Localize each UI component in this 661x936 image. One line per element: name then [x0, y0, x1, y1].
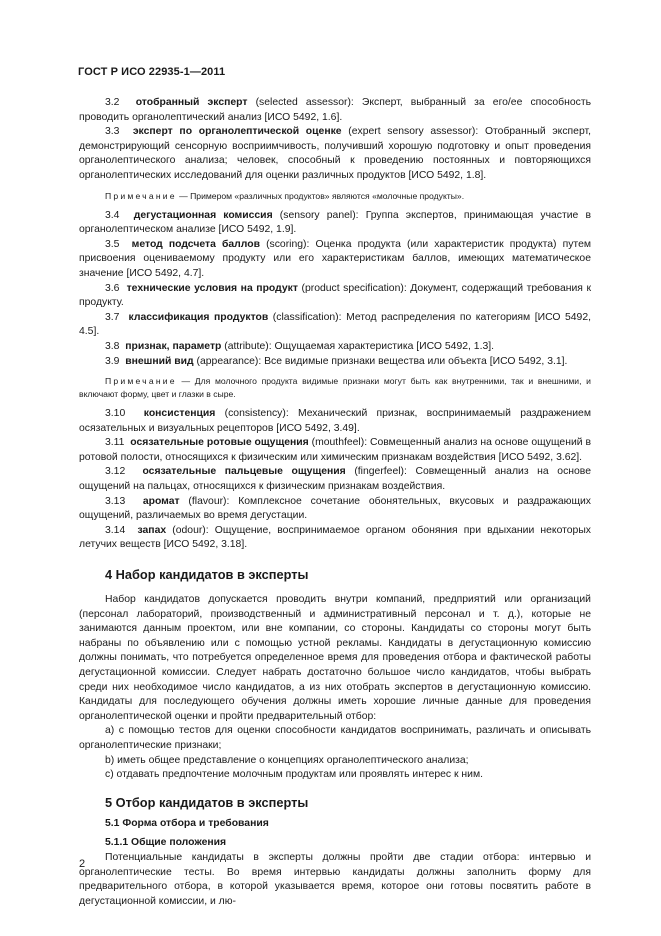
- term-3-11: 3.11 осязательные ротовые ощущения (mouthfeel): Совмещенный анализ на основе ощущений в ротовой полости, относящихся к физическим или химическим признакам воздействия [ИСО 5492, 3.62].: [79, 437, 591, 463]
- section-4-paragraph: Набор кандидатов допускается проводить внутри компаний, предприятий или организаций (персонал лабораторий, производственный и административный персонал и т. д.), которые не занимаются данным проектом, или вне компании, со стороны. Кандидаты со стороны могут быть набраны по объявлению или с помощью устной рекламы. Кандидаты в дегустационную комиссию должны понимать, что потребуется определенное время для проведения отбора и фактической работы дегустационной комиссии. Следует набрать достаточно большое число кандидатов, чтобы выбрать среди них необходимое число кандидатов, а из них отобрать экспертов в дегустационную комиссию. Кандидаты для последующего обучения должны иметь хорошие личные данные для проведения органолептической оценки и пройти предварительный отбор:: [79, 594, 591, 722]
- term-3-8: 3.8 признак, параметр (attribute): Ощущаемая характеристика [ИСО 5492, 1.3].: [105, 340, 495, 352]
- section-4-item-a: a) с помощью тестов для оценки способности кандидатов воспринимать, различать и описывать органолептические признаки;: [79, 725, 591, 751]
- section-4-item-b: b) иметь общее представление о концепциях органолептического анализа;: [105, 754, 469, 766]
- term-3-5: 3.5 метод подсчета баллов (scoring): Оценка продукта (или характеристик продукта) путем присвоения оцениваемому продукту или его характеристикам баллов, имеющих математическое значение [ИСО 5492, 4.7].: [79, 238, 591, 279]
- section-5-1-1-title: 5.1.1 Общие положения: [105, 837, 227, 849]
- section-4-title: 4 Набор кандидатов в эксперты: [105, 567, 309, 583]
- section-5-title: 5 Отбор кандидатов в эксперты: [105, 794, 309, 810]
- term-3-4: 3.4 дегустационная комиссия (sensory panel): Группа экспертов, принимающая участие в органолептическом анализе [ИСО 5492, 1.9].: [79, 209, 591, 236]
- term-3-6: 3.6 технические условия на продукт (product specification): Документ, содержащий требования к продукту.: [79, 282, 592, 309]
- document-header: ГОСТ Р ИСО 22935-1—2011: [78, 66, 226, 78]
- section-5-1-title: 5.1 Форма отбора и требования: [105, 817, 269, 829]
- term-3-12: 3.12 осязательные пальцевые ощущения (fingerfeel): Совмещенный анализ на основе ощущений на пальцах, относящихся к физическим признакам воздействия.: [79, 466, 591, 493]
- page-number: 2: [79, 858, 86, 870]
- term-3-10: 3.10 консистенция (consistency): Механический признак, воспринимаемый раздражением осязательных и визуальных рецепторов [ИСО 5492, 3.49].: [79, 408, 591, 434]
- note-1: Примечание — Примером «различных продуктов» являются «молочные продукты».: [105, 190, 465, 201]
- term-3-14: 3.14 запах (odour): Ощущение, воспринимаемое органом обоняния при вдыхании некоторых летучих веществ [ИСО 5492, 3.18].: [79, 524, 591, 551]
- term-3-9: 3.9 внешний вид (appearance): Все видимые признаки вещества или объекта [ИСО 5492, 3.1].: [105, 355, 568, 367]
- section-4-item-c: c) отдавать предпочтение молочным продуктам или проявлять интерес к ним.: [105, 769, 484, 781]
- term-3-13: 3.13 аромат (flavour): Комплексное сочетание обонятельных, вкусовых и раздражающих ощущений, различаемых во время дегустации.: [79, 495, 591, 522]
- term-3-2: 3.2 отобранный эксперт (selected assessor): Эксперт, выбранный за его/ее способность проводить органолептический анализ [ИСО 5492, 1.6].: [79, 97, 592, 123]
- term-3-7: 3.7 классификация продуктов (classification): Метод распределения по категориям [ИСО 5492, 4.5].: [79, 311, 591, 338]
- term-3-3: 3.3 эксперт по органолептической оценке (expert sensory assessor): Отобранный эксперт, демонстрирующий сенсорную восприимчивость, получивший хорошую подготовку и опыт проведения органолептического анализа; человек, способный к проведению постоянных и повторяющихся органолептических исследований для оценки различных продуктов [ИСО 5492, 1.8].: [79, 126, 591, 181]
- note-2: Примечание — Для молочного продукта видимые признаки могут быть как внутренними, так и внешними, и включают форму, цвет и глазки в сыре.: [79, 376, 591, 400]
- document-body: [79, 96, 591, 909]
- section-5-paragraph: Потенциальные кандидаты в эксперты должны пройти две стадии отбора: интервью и органолептические тесты. Во время интервью кандидаты должны заполнить форму для предварительного отбора, в которой указывается время, которое они готовы посвятить работе в дегустационной комиссии, и лю-: [79, 851, 591, 907]
